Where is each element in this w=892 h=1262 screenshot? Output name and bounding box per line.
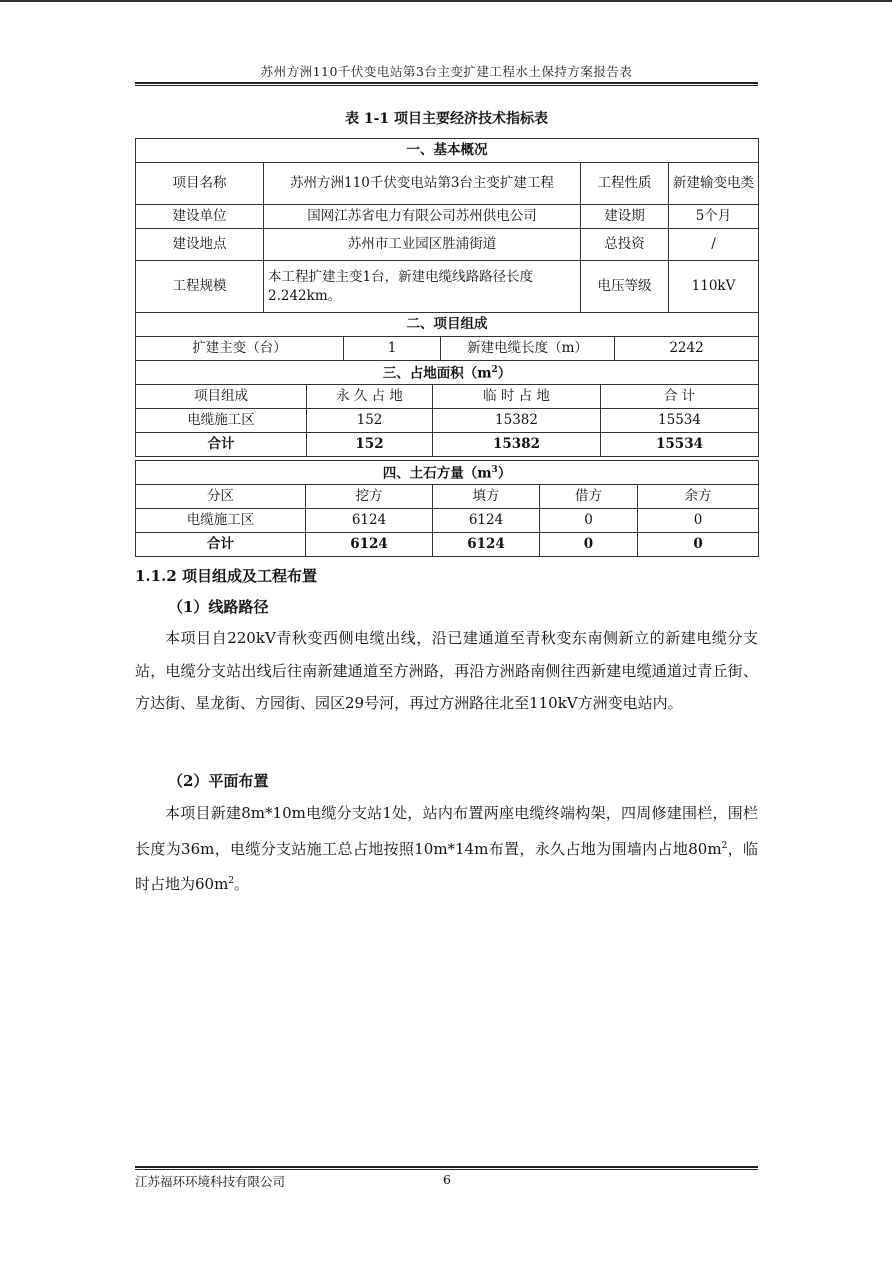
area-row-total: 15534: [601, 409, 759, 433]
subheading-route: （1）线路路径: [168, 598, 269, 616]
paragraph-route: 本项目自220kV青秋变西侧电缆出线，沿已建通道至青秋变东南侧新立的新建电缆分支站，电缆分支站出线后往南新建通道至方洲路，再沿方洲路南侧往西新建电缆通道过青丘街、方达街、星龙街、方园街、园区29号河，再过方洲路往北至110kV方洲变电站内。: [135, 629, 758, 712]
construction-site-label: 建设地点: [136, 229, 264, 261]
area-total-label: 合计: [136, 433, 307, 457]
area-header-temporary: 临 时 占 地: [433, 385, 601, 409]
total-investment-label: 总投资: [581, 229, 669, 261]
voltage-level-value: 110kV: [669, 261, 759, 313]
earth-total-label: 合计: [136, 533, 306, 557]
construction-period-value: 5个月: [669, 205, 759, 229]
basic-overview-table: [135, 138, 759, 313]
area-total-temporary: 15382: [433, 433, 601, 457]
table-row-total: [136, 533, 759, 557]
area-header-total: 合 计: [601, 385, 759, 409]
subheading-plan: （2）平面布置: [168, 772, 269, 790]
paragraph-plan: 本项目新建8m*10m电缆分支站1处，站内布置两座电缆终端构架，四周修建围栏，围栏长度为36m，电缆分支站施工总占地按照10m*14m布置，永久占地为围墙内占地$80m^2$，临时占地为$60m^2$。: [135, 804, 758, 893]
table-row: [136, 409, 759, 433]
earth-total-borrow: 0: [540, 533, 638, 557]
area-total-total: 15534: [601, 433, 759, 457]
earth-total-surplus: 0: [638, 533, 759, 557]
construction-unit-label: 建设单位: [136, 205, 264, 229]
expansion-transformer-label: 扩建主变（台）: [136, 337, 344, 361]
area-header-component: 项目组成: [136, 385, 307, 409]
construction-period-label: 建设期: [581, 205, 669, 229]
voltage-level-label: 电压等级: [581, 261, 669, 313]
section-land-area: 三、占地面积$(m^2)$: [136, 361, 759, 385]
area-row-permanent: 152: [307, 409, 433, 433]
new-cable-length-value: 2242: [615, 337, 759, 361]
header-rule: [135, 82, 758, 86]
earth-header-zone: 分区: [136, 485, 306, 509]
project-scale-label: 工程规模: [136, 261, 264, 313]
earth-total-excavation: 6124: [306, 533, 433, 557]
project-name-value: 苏州方洲110千伏变电站第3台主变扩建工程: [264, 163, 581, 205]
area-row-temporary: 15382: [433, 409, 601, 433]
earth-row-excavation: 6124: [306, 509, 433, 533]
area-total-permanent: 152: [307, 433, 433, 457]
top-border: [0, 0, 892, 2]
area-row-name: 电缆施工区: [136, 409, 307, 433]
earth-row-borrow: 0: [540, 509, 638, 533]
table-title: 表 1-1 项目主要经济技术指标表: [344, 111, 549, 127]
earthwork-table: [135, 460, 759, 557]
earth-header-fill: 填方: [433, 485, 540, 509]
construction-site-value: 苏州市工业园区胜浦街道: [264, 229, 581, 261]
expansion-transformer-value: 1: [344, 337, 441, 361]
table-row-total: [136, 433, 759, 457]
earth-row-fill: 6124: [433, 509, 540, 533]
page-header: 苏州方洲110千伏变电站第3台主变扩建工程水土保持方案报告表: [260, 64, 633, 79]
section-earthwork: 四、土石方量$(m^3)$: [136, 461, 759, 485]
footer-rule: [135, 1166, 758, 1170]
earth-total-fill: 6124: [433, 533, 540, 557]
table-row: [136, 509, 759, 533]
new-cable-length-label: 新建电缆长度（m）: [441, 337, 615, 361]
earth-header-borrow: 借方: [540, 485, 638, 509]
construction-unit-value: 国网江苏省电力有限公司苏州供电公司: [264, 205, 581, 229]
earth-row-zone: 电缆施工区: [136, 509, 306, 533]
footer-company: 江苏福环环境科技有限公司: [135, 1174, 286, 1189]
project-nature-label: 工程性质: [581, 163, 669, 205]
earth-header-excavation: 挖方: [306, 485, 433, 509]
project-scale-value: 本工程扩建主变1台，新建电缆线路路径长度2.242km。: [264, 261, 581, 313]
section-basic-overview: 一、基本概况: [136, 139, 759, 163]
project-name-label: 项目名称: [136, 163, 264, 205]
project-nature-value: 新建输变电类: [669, 163, 759, 205]
section-heading-1-1-2: 1.1.2 项目组成及工程布置: [135, 567, 317, 585]
composition-table: [135, 312, 759, 361]
land-area-table: [135, 360, 759, 457]
area-header-permanent: 永 久 占 地: [307, 385, 433, 409]
earth-header-surplus: 余方: [638, 485, 759, 509]
page-number: 6: [443, 1172, 451, 1187]
section-composition: 二、项目组成: [136, 313, 759, 337]
earth-row-surplus: 0: [638, 509, 759, 533]
total-investment-value: /: [669, 229, 759, 261]
